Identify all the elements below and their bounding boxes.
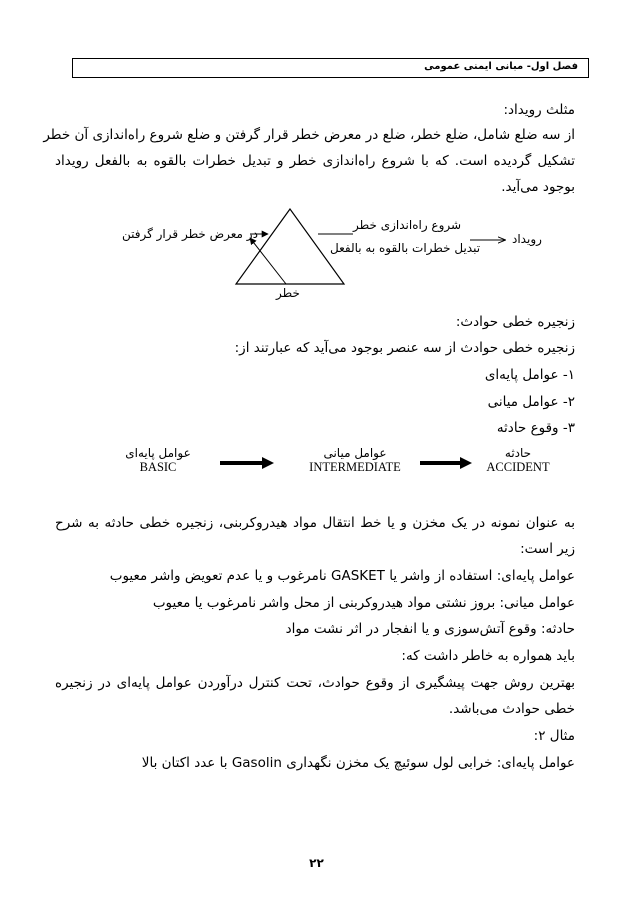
best-method-line-2: خطی حوادث می‌باشد.: [448, 701, 575, 717]
hazard-initiation-label: شروع راه‌اندازی خطر: [353, 218, 462, 232]
triangle-paragraph-line-3: بوجود می‌آید.: [501, 179, 575, 195]
basic-factors-label-fa: عوامل پایه‌ای: [125, 446, 191, 460]
example-intermediate-factor: عوامل میانی: بروز نشتی مواد هیدروکربنی از محل واشر نامرغوب یا معیوب: [152, 595, 575, 611]
triangle-paragraph-line-2: تشکیل گردیده است. که با شروع راه‌اندازی خطر و تبدیل خطرات بالقوه به بالفعل رویداد: [55, 153, 575, 169]
exposure-label: در معرض خطر قرار گرفتن: [122, 227, 258, 241]
incident-triangle: [236, 209, 344, 284]
incident-result-label: رویداد: [512, 232, 542, 246]
triangle-heading: مثلث رویداد:: [503, 102, 575, 118]
chain-item-1: ۱- عوامل پایه‌ای: [484, 367, 575, 383]
example-basic-factor: عوامل پایه‌ای: استفاده از واشر یا GASKET نامرغوب و یا عدم تعویض واشر معیوب: [109, 568, 575, 584]
hazard-label: خطر: [276, 286, 300, 300]
example-accident: حادثه: وقوع آتش‌سوزی و یا انفجار در اثر نشت مواد: [285, 621, 575, 637]
basic-factors-label-en: BASIC: [139, 460, 177, 474]
example-2-heading: مثال ۲:: [533, 728, 575, 744]
example-2-basic-factor: عوامل پایه‌ای: خرابی لول سوئیچ یک مخزن نگهداری Gasolin با عدد اکتان بالا: [141, 755, 575, 771]
intermediate-factors-label-en: INTERMEDIATE: [309, 460, 401, 474]
example-line-2: زیر است:: [520, 541, 575, 557]
intermediate-factors-node: [296, 446, 414, 475]
accident-label-en: ACCIDENT: [486, 460, 550, 474]
best-method-line-1: بهترین روش جهت پیشگیری از وقوع حوادث، تحت کنترل درآوردن عوامل پایه‌ای در زنجیره: [55, 675, 575, 691]
accident-node: [476, 446, 560, 475]
basic-factors-node: [118, 446, 198, 475]
example-line-1: به عنوان نمونه در یک مخزن و یا خط انتقال مواد هیدروکربنی، زنجیره خطی حادثه به شرح: [55, 515, 575, 531]
chain-heading: زنجیره خطی حوادث:: [455, 314, 575, 330]
chain-item-3: ۳- وقوع حادثه: [496, 420, 575, 436]
triangle-paragraph-line-1: از سه ضلع شامل، ضلع خطر، ضلع در معرض خطر قرار گرفتن و ضلع شروع راه‌اندازی آن خطر: [43, 127, 575, 143]
page-number: ۲۲: [309, 856, 324, 870]
chain-intro: زنجیره خطی حوادث از سه عنصر بوجود می‌آید که عبارتند از:: [234, 340, 575, 356]
potential-to-actual-label: تبدیل خطرات بالقوه به بالفعل: [330, 241, 481, 255]
chain-item-2: ۲- عوامل میانی: [487, 394, 575, 410]
remember-note: باید همواره به خاطر داشت که:: [401, 648, 575, 664]
chapter-title: فصل اول- مبانی ایمنی عمومی: [424, 61, 578, 72]
accident-label-fa: حادثه: [504, 446, 532, 460]
intermediate-factors-label-fa: عوامل میانی: [323, 446, 387, 460]
